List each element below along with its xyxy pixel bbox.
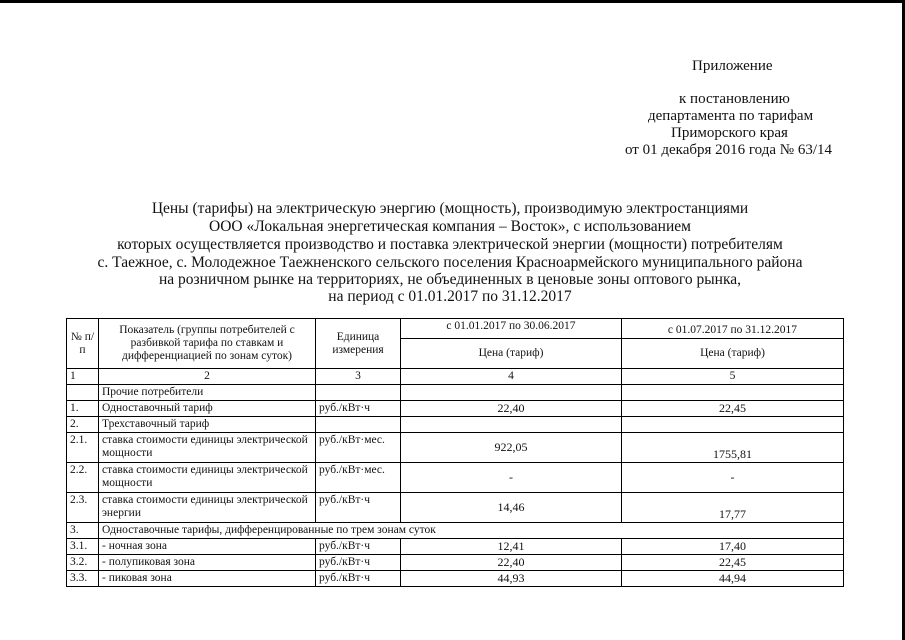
row-price-2: 22,45 — [622, 401, 844, 417]
header-period-1: с 01.01.2017 по 30.06.2017 — [401, 319, 622, 339]
row-price-2 — [622, 417, 844, 433]
row-unit: руб./кВт·ч — [316, 539, 401, 555]
row-unit: руб./кВт·ч — [316, 555, 401, 571]
row-price-1: - — [401, 463, 622, 493]
row-num: 3.1. — [67, 539, 99, 555]
appendix-label: Приложение — [692, 58, 773, 74]
table-row — [67, 401, 844, 417]
header-indicator: Показатель (группы потребителей с разбивкой тарифа по ставкам и дифференциацией по зонам суток) — [99, 319, 316, 369]
row-price-2: 17,40 — [622, 539, 844, 555]
row-unit: руб./кВт·мес. — [316, 463, 401, 493]
table-row — [67, 417, 844, 433]
row-price-2: 17,77 — [622, 493, 844, 523]
document-title-line: на розничном рынке на территориях, не объединенных в ценовые зоны оптового рынка, — [158, 271, 741, 288]
row-price-1: 44,93 — [401, 571, 622, 587]
header-num: № п/п — [67, 319, 99, 369]
row-name: - ночная зона — [99, 539, 316, 555]
row-num: 2.3. — [67, 493, 99, 523]
row-price-1: 922,05 — [401, 433, 622, 463]
row-name: Одноставочные тарифы, дифференцированные по трем зонам суток — [99, 523, 844, 539]
row-price-1: 22,40 — [401, 401, 622, 417]
document-title-line: с. Таежное, с. Молодежное Таежненского сельского поселения Красноармейского муниципального района — [97, 254, 803, 271]
row-num: 3.3. — [67, 571, 99, 587]
page-border-top — [0, 0, 905, 3]
row-price-2: 22,45 — [622, 555, 844, 571]
row-price-2: - — [622, 463, 844, 493]
header-period-2: с 01.07.2017 по 31.12.2017 — [622, 319, 844, 339]
row-unit: руб./кВт·мес. — [316, 433, 401, 463]
document-title-line: ООО «Локальная энергетическая компания – Восток», с использованием — [209, 218, 691, 235]
row-num: 2.1. — [67, 433, 99, 463]
table-row — [67, 539, 844, 555]
appendix-line: к постановлению — [679, 91, 790, 107]
row-num: 3.2. — [67, 555, 99, 571]
row-unit: руб./кВт·ч — [316, 401, 401, 417]
row-name: - полупиковая зона — [99, 555, 316, 571]
column-number: 5 — [622, 369, 844, 385]
document-title-line: Цены (тарифы) на электрическую энергию (мощность), производимую электростанциями — [151, 200, 749, 217]
row-price-1: 22,40 — [401, 555, 622, 571]
row-price-1: 14,46 — [401, 493, 622, 523]
column-number: 1 — [67, 369, 99, 385]
row-price-1: 12,41 — [401, 539, 622, 555]
row-unit: руб./кВт·ч — [316, 571, 401, 587]
column-number: 3 — [316, 369, 401, 385]
table-header-row — [67, 319, 844, 339]
row-unit: руб./кВт·ч — [316, 493, 401, 523]
row-name: Трехставочный тариф — [99, 417, 316, 433]
group-label: Прочие потребители — [99, 385, 316, 401]
document-title-period: на период с 01.01.2017 по 31.12.2017 — [328, 288, 572, 305]
row-name: - пиковая зона — [99, 571, 316, 587]
header-price-1: Цена (тариф) — [401, 339, 622, 369]
table-row — [67, 463, 844, 493]
row-unit — [316, 417, 401, 433]
table-row — [67, 523, 844, 539]
group-row — [67, 385, 844, 401]
row-name: Одноставочный тариф — [99, 401, 316, 417]
column-number: 4 — [401, 369, 622, 385]
appendix-date: от 01 декабря 2016 года № 63/14 — [625, 142, 833, 158]
document-title-line: которых осуществляется производство и поставка электрической энергии (мощности) потребителям — [117, 236, 783, 253]
row-price-2: 44,94 — [622, 571, 844, 587]
tariff-table — [66, 318, 844, 587]
row-name: ставка стоимости единицы электрической энергии — [99, 493, 316, 523]
table-row — [67, 433, 844, 463]
appendix-line: департамента по тарифам — [648, 108, 814, 124]
column-number-row — [67, 369, 844, 385]
row-num: 2.2. — [67, 463, 99, 493]
row-name: ставка стоимости единицы электрической мощности — [99, 463, 316, 493]
row-num: 1. — [67, 401, 99, 417]
appendix-line: Приморского края — [671, 125, 788, 141]
row-num: 3. — [67, 523, 99, 539]
table-row — [67, 555, 844, 571]
header-price-2: Цена (тариф) — [622, 339, 844, 369]
row-price-1 — [401, 417, 622, 433]
row-name: ставка стоимости единицы электрической мощности — [99, 433, 316, 463]
header-unit: Единица измерения — [316, 319, 401, 369]
table-row — [67, 571, 844, 587]
row-price-2: 1755,81 — [622, 433, 844, 463]
table-row — [67, 493, 844, 523]
row-num: 2. — [67, 417, 99, 433]
column-number: 2 — [99, 369, 316, 385]
